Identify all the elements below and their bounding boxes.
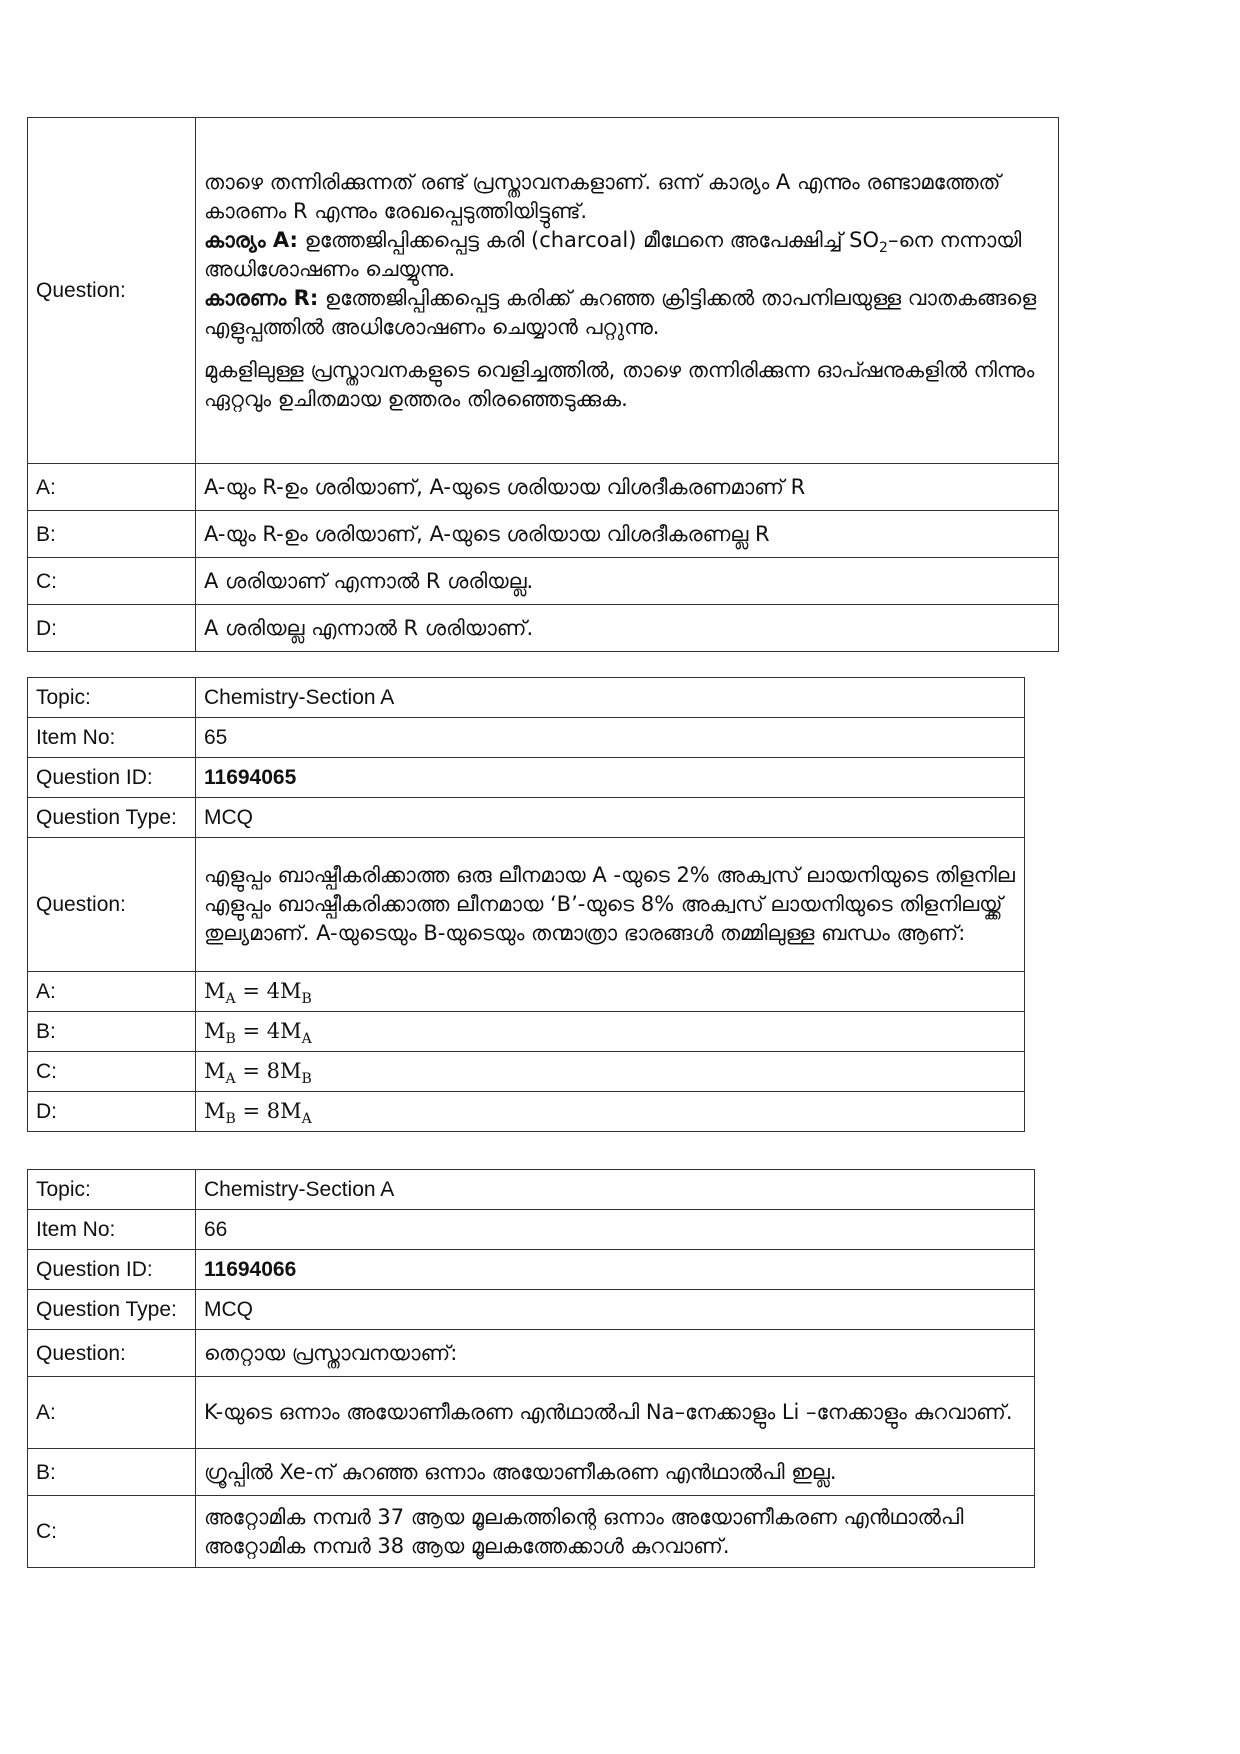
option-label: C:	[28, 1496, 196, 1568]
question-text: തെറ്റായ പ്രസ്താവനയാണ്:	[196, 1330, 1035, 1377]
option-label: A:	[28, 464, 196, 511]
option-label: B:	[28, 511, 196, 558]
question-label: Question:	[28, 838, 196, 972]
question-intro: താഴെ തന്നിരിക്കുന്നത് രണ്ട് പ്രസ്താവനകളാണ്. ഒന്ന് കാര്യം A എന്നും രണ്ടാമത്തേത് കാരണം R എന്നും രേഖപ്പെടുത്തിയിട്ടുണ്ട്.	[204, 169, 1001, 223]
question-block-66	[27, 1169, 1035, 1568]
option-b-text: ഗ്രൂപ്പിൽ Xe-ന് കുറഞ്ഞ ഒന്നാം അയോണീകരണ എൻഥാൽപി ഇല്ല.	[196, 1449, 1035, 1496]
question-id-label: Question ID:	[28, 758, 196, 798]
assertion-line	[204, 226, 1050, 284]
option-d-formula: $M_B = 8M_A$	[196, 1092, 1025, 1132]
item-no-value: 65	[196, 718, 1025, 758]
reason-text: ഉത്തേജിപ്പിക്കപ്പെട്ട കരിക്ക് കുറഞ്ഞ ക്രിട്ടിക്കൽ താപനിലയുള്ള വാതകങ്ങളെ എളുപ്പത്തിൽ അധിശോഷണം ചെയ്യാൻ പറ്റുന്നു.	[204, 285, 1037, 339]
reason-label: കാരണം R:	[204, 285, 319, 310]
option-label: D:	[28, 605, 196, 652]
question-type-label: Question Type:	[28, 798, 196, 838]
option-a-formula: $M_A = 4M_B$	[196, 972, 1025, 1012]
assertion-text-2: –നെ നന്നായി അധിശോഷണം ചെയ്യുന്നു.	[204, 227, 1022, 281]
option-label: A:	[28, 1377, 196, 1449]
option-a-text: A-യും R-ഉം ശരിയാണ്, A-യുടെ ശരിയായ വിശദീകരണമാണ് R	[196, 464, 1059, 511]
question-type-value: MCQ	[196, 1290, 1035, 1330]
topic-label: Topic:	[28, 678, 196, 718]
question-block-65	[27, 677, 1025, 1132]
question-text	[196, 118, 1059, 464]
option-label: C:	[28, 1052, 196, 1092]
option-label: B:	[28, 1449, 196, 1496]
option-label: C:	[28, 558, 196, 605]
topic-value: Chemistry-Section A	[196, 1170, 1035, 1210]
option-c-text: അറ്റോമിക നമ്പർ 37 ആയ മൂലകത്തിന്റെ ഒന്നാം അയോണീകരണ എൻഥാൽപി അറ്റോമിക നമ്പർ 38 ആയ മൂലകത്തേക്കാൾ കുറവാണ്.	[196, 1496, 1035, 1568]
topic-label: Topic:	[28, 1170, 196, 1210]
question-id-value: 11694065	[196, 758, 1025, 798]
item-no-label: Item No:	[28, 718, 196, 758]
option-b-formula: $M_B = 4M_A$	[196, 1012, 1025, 1052]
question-type-value: MCQ	[196, 798, 1025, 838]
assertion-text-1: ഉത്തേജിപ്പിക്കപ്പെട്ട കരി (charcoal) മീഥേനെ അപേക്ഷിച്ച് SO	[304, 227, 880, 252]
option-label: D:	[28, 1092, 196, 1132]
question-id-value: 11694066	[196, 1250, 1035, 1290]
option-c-text: A ശരിയാണ് എന്നാൽ R ശരിയല്ല.	[196, 558, 1059, 605]
option-label: B:	[28, 1012, 196, 1052]
question-text: എളുപ്പം ബാഷ്പീകരിക്കാത്ത ഒരു ലീനമായ A -യുടെ 2% അക്വസ് ലായനിയുടെ തിളനില എളുപ്പം ബാഷ്പീകരിക്കാത്ത ലീനമായ ‘B’-യുടെ 8% അക്വസ് ലായനിയുടെ തിളനിലയ്ക്ക് തുല്യമാണ്. A-യുടെയും B-യുടെയും തന്മാത്രാ ഭാരങ്ങൾ തമ്മിലുള്ള ബന്ധം ആണ്:	[196, 838, 1025, 972]
question-id-label: Question ID:	[28, 1250, 196, 1290]
reason-line	[204, 284, 1050, 342]
option-b-text: A-യും R-ഉം ശരിയാണ്, A-യുടെ ശരിയായ വിശദീകരണല്ല R	[196, 511, 1059, 558]
option-d-text: A ശരിയല്ല എന്നാൽ R ശരിയാണ്.	[196, 605, 1059, 652]
item-no-label: Item No:	[28, 1210, 196, 1250]
question-block-64	[27, 117, 1059, 652]
assertion-label: കാര്യം A:	[204, 227, 298, 252]
option-a-text: K-യുടെ ഒന്നാം അയോണീകരണ എൻഥാൽപി Na–നേക്കാളും Li –നേക്കാളും കുറവാണ്.	[196, 1377, 1035, 1449]
question-label: Question:	[28, 1330, 196, 1377]
assertion-subscript: 2	[879, 239, 888, 256]
option-c-formula: $M_A = 8M_B$	[196, 1052, 1025, 1092]
option-label: A:	[28, 972, 196, 1012]
question-type-label: Question Type:	[28, 1290, 196, 1330]
item-no-value: 66	[196, 1210, 1035, 1250]
question-instruction: മുകളിലുള്ള പ്രസ്താവനകളുടെ വെളിച്ചത്തിൽ, താഴെ തന്നിരിക്കുന്ന ഓപ്ഷനുകളിൽ നിന്നും ഏറ്റവും ഉചിതമായ ഉത്തരം തിരഞ്ഞെടുക്കുക.	[204, 357, 1035, 411]
question-label: Question:	[28, 118, 196, 464]
topic-value: Chemistry-Section A	[196, 678, 1025, 718]
